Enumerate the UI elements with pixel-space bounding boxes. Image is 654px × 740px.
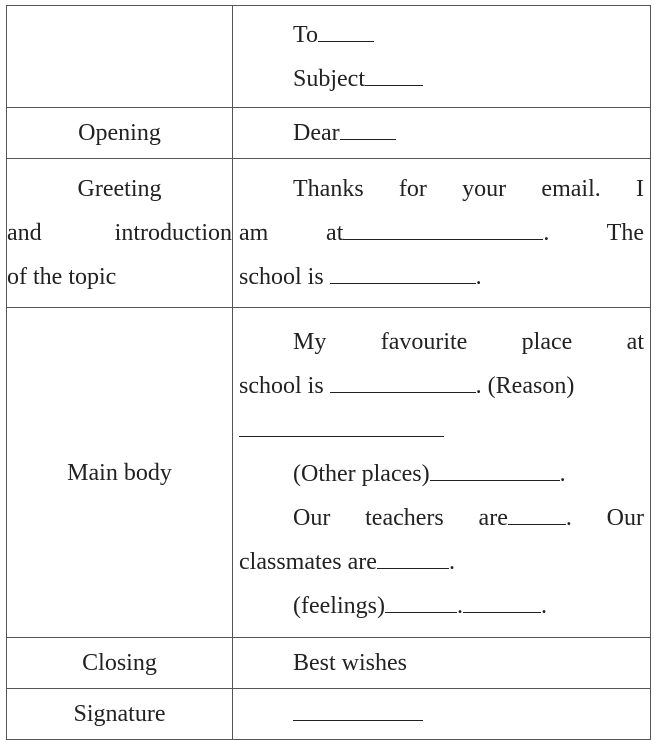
dear-blank[interactable] — [340, 121, 396, 140]
main-body-line5-text-b: . Our — [565, 504, 644, 531]
signature-line — [233, 692, 650, 736]
main-body-line7-text-c: . — [540, 592, 547, 619]
opening-label: Opening — [7, 108, 233, 159]
main-body-line2 — [233, 364, 650, 408]
header-row — [7, 6, 651, 108]
writing-outline-table — [6, 5, 651, 740]
signature-label: Signature — [7, 689, 233, 740]
dear-line — [233, 111, 650, 155]
closing-text: Best wishes — [293, 650, 407, 676]
signature-row — [7, 689, 651, 740]
main-body-line2-text-b: . (Reason) — [475, 372, 575, 399]
signature-content-cell — [233, 689, 651, 740]
main-body-line4-text-b: . — [559, 460, 566, 487]
opening-content-cell — [233, 108, 651, 159]
subject-line — [233, 57, 650, 101]
favourite-place-blank[interactable] — [330, 374, 476, 393]
greeting-line2 — [233, 211, 650, 255]
greeting-line1: Thanks for your email. I — [293, 176, 644, 202]
main-body-line6-text-a: classmates are — [239, 548, 377, 575]
header-label-cell — [7, 6, 233, 108]
greeting-line3 — [233, 255, 650, 299]
greeting-line2-text-b: . The — [543, 220, 644, 246]
main-body-line7 — [233, 584, 650, 628]
opening-row — [7, 108, 651, 159]
school-name-blank[interactable] — [343, 221, 543, 240]
main-body-line7-text-a: (feelings) — [293, 592, 385, 619]
feelings-blank-2[interactable] — [463, 594, 541, 613]
greeting-line3-text-b: . — [475, 264, 482, 290]
greeting-content-cell — [233, 159, 651, 308]
school-description-blank[interactable] — [330, 265, 476, 284]
greeting-line3-text-a: school is — [239, 264, 324, 290]
greeting-label-line1: Greeting — [77, 176, 162, 202]
subject-label: Subject — [293, 65, 365, 92]
main-body-line4 — [233, 452, 650, 496]
main-body-line3 — [233, 408, 650, 452]
reason-blank[interactable] — [239, 418, 444, 437]
greeting-line2-text-a: am at — [239, 220, 344, 246]
main-body-row — [7, 308, 651, 638]
main-body-content-cell — [233, 308, 651, 638]
other-places-blank[interactable] — [430, 462, 560, 481]
main-body-line5-text-a: Our teachers are — [293, 504, 508, 531]
closing-content-cell — [233, 638, 651, 689]
greeting-label-cell — [7, 159, 233, 308]
signature-blank[interactable] — [293, 702, 423, 721]
closing-row — [7, 638, 651, 689]
main-body-line4-text-a: (Other places) — [293, 460, 430, 487]
closing-label: Closing — [7, 638, 233, 689]
greeting-row — [7, 159, 651, 308]
main-body-label: Main body — [7, 308, 233, 638]
feelings-blank-1[interactable] — [385, 594, 457, 613]
to-line — [233, 13, 650, 57]
to-label: To — [293, 21, 318, 48]
greeting-label-line2: and introduction — [7, 220, 232, 246]
main-body-line7-text-b: . — [456, 592, 463, 619]
teachers-blank[interactable] — [508, 506, 566, 525]
main-body-line1: My favourite place at — [293, 328, 644, 355]
header-content-cell — [233, 6, 651, 108]
dear-label: Dear — [293, 120, 340, 146]
main-body-line6 — [233, 540, 650, 584]
main-body-line2-text-a: school is — [239, 372, 324, 399]
to-blank[interactable] — [318, 23, 374, 42]
main-body-line6-text-b: . — [448, 548, 455, 575]
greeting-label-line3: of the topic — [7, 264, 117, 290]
subject-blank[interactable] — [365, 67, 423, 86]
classmates-blank[interactable] — [377, 550, 449, 569]
main-body-line5 — [233, 496, 650, 540]
